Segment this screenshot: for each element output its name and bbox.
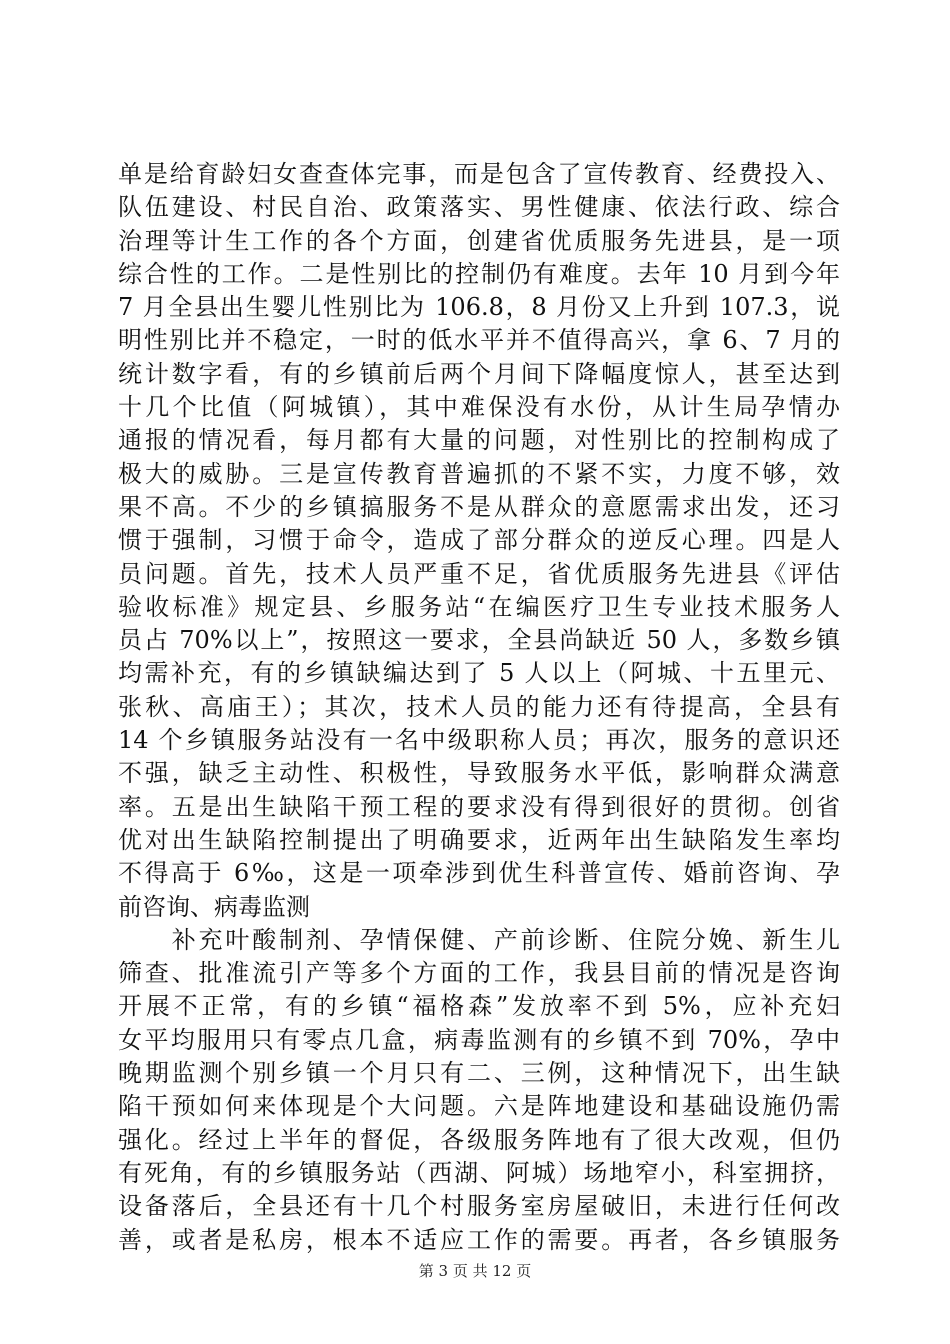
text-line: 优对出生缺陷控制提出了明确要求，近两年出生缺陷发生率均: [118, 825, 840, 854]
text-line: 队伍建设、村民自治、政策落实、男性健康、依法行政、综合: [118, 193, 840, 222]
text-line: 通报的情况看，每月都有大量的问题，对性别比的控制构成了: [118, 426, 840, 455]
text-line: 果不高。不少的乡镇搞服务不是从群众的意愿需求出发，还习: [118, 492, 840, 521]
text-line: 极大的威胁。三是宣传教育普遍抓的不紧不实，力度不够，效: [118, 459, 840, 488]
text-line: 张秋、高庙王）；其次，技术人员的能力还有待提高，全县有: [118, 692, 840, 721]
text-line: 14 个乡镇服务站没有一名中级职称人员；再次，服务的意识还: [118, 726, 840, 755]
page-footer: [0, 1260, 950, 1281]
text-line: 率。五是出生缺陷干预工程的要求没有得到很好的贯彻。创省: [118, 792, 840, 821]
paragraph-start-line: 补充叶酸制剂、孕情保健、产前诊断、住院分娩、新生儿: [118, 925, 840, 954]
text-line: 开展不正常，有的乡镇“福格森”发放率不到 5%，应补充妇: [118, 992, 840, 1021]
text-line: 晚期监测个别乡镇一个月只有二、三例，这种情况下，出生缺: [118, 1059, 840, 1088]
text-line: 善，或者是私房，根本不适应工作的需要。再者，各乡镇服务: [118, 1225, 840, 1254]
page-number-label: 第 3 页 共 12 页: [418, 1262, 532, 1280]
text-line: 筛查、批准流引产等多个方面的工作，我县目前的情况是咨询: [118, 959, 840, 988]
text-line: 员问题。首先，技术人员严重不足，省优质服务先进县《评估: [118, 559, 840, 588]
text-line: 验收标准》规定县、乡服务站“在编医疗卫生专业技术服务人: [118, 592, 840, 621]
text-line: 治理等计生工作的各个方面，创建省优质服务先进县，是一项: [118, 226, 840, 255]
text-line: 7 月全县出生婴儿性别比为 106.8，8 月份又上升到 107.3，说: [118, 293, 840, 322]
text-line: 统计数字看，有的乡镇前后两个月间下降幅度惊人，甚至达到: [118, 359, 840, 388]
text-line: 均需补充，有的乡镇缺编达到了 5 人以上（阿城、十五里元、: [118, 659, 840, 688]
text-line: 设备落后，全县还有十几个村服务室房屋破旧，未进行任何改: [118, 1192, 840, 1221]
text-line: 女平均服用只有零点几盒，病毒监测有的乡镇不到 70%，孕中: [118, 1025, 840, 1054]
text-line: 十几个比值（阿城镇），其中难保没有水份，从计生局孕情办: [118, 393, 840, 422]
text-line: 有死角，有的乡镇服务站（西湖、阿城）场地窄小，科室拥挤，: [118, 1158, 840, 1187]
text-line: 不强，缺乏主动性、积极性，导致服务水平低，影响群众满意: [118, 759, 840, 788]
text-line: 单是给育龄妇女查查体完事，而是包含了宣传教育、经费投入、: [118, 160, 840, 188]
body-text: [118, 158, 840, 1257]
text-line: 强化。经过上半年的督促，各级服务阵地有了很大改观，但仍: [118, 1125, 840, 1154]
text-line: 综合性的工作。二是性别比的控制仍有难度。去年 10 月到今年: [118, 259, 840, 288]
text-line: 员占 70%以上”，按照这一要求，全县尚缺近 50 人，多数乡镇: [118, 626, 840, 655]
text-line: 明性别比并不稳定，一时的低水平并不值得高兴，拿 6、7 月的: [118, 326, 840, 355]
text-line: 不得高于 6‰，这是一项牵涉到优生科普宣传、婚前咨询、孕: [118, 859, 840, 888]
text-line: 陷干预如何来体现是个大问题。六是阵地建设和基础设施仍需: [118, 1092, 840, 1121]
text-line: 前咨询、病毒监测: [118, 892, 310, 921]
text-line: 惯于强制，习惯于命令，造成了部分群众的逆反心理。四是人: [118, 526, 840, 555]
